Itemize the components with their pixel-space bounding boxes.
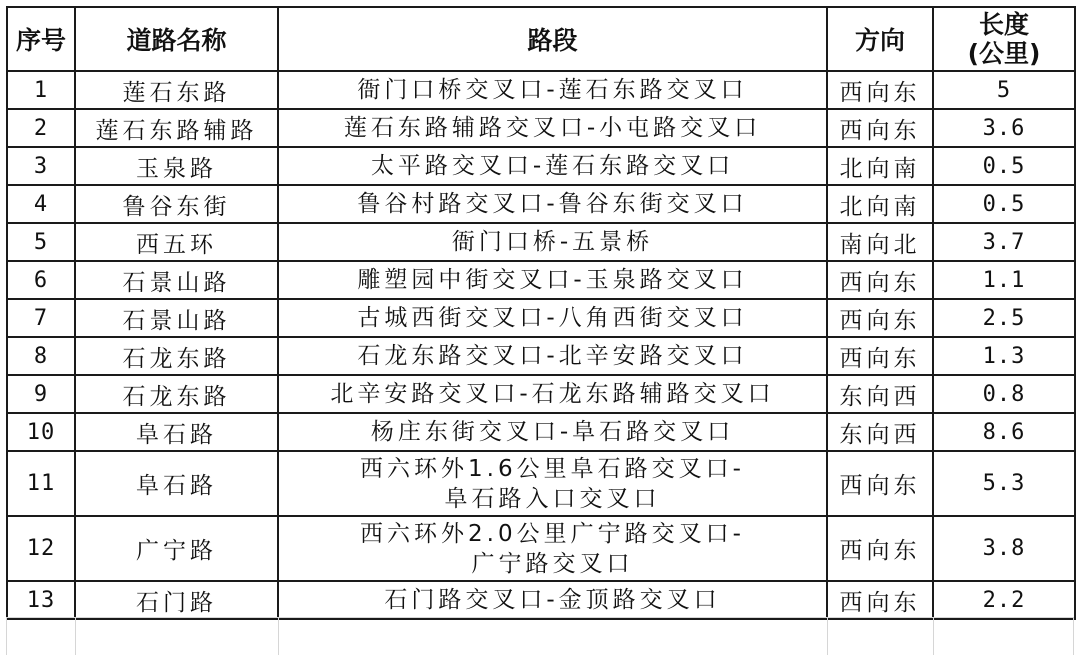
cell-road-name[interactable]: 石龙东路 xyxy=(75,337,278,375)
cell-section[interactable] xyxy=(278,109,827,147)
cell-section-line: 阜石路入口交叉口 xyxy=(444,485,661,512)
cell-direction[interactable]: 北向南 xyxy=(827,185,933,223)
gridline xyxy=(827,617,828,655)
table-row xyxy=(7,581,1075,619)
empty-spreadsheet-row[interactable] xyxy=(6,617,1074,655)
cell-section[interactable] xyxy=(278,223,827,261)
gridline xyxy=(6,617,7,655)
cell-section[interactable] xyxy=(278,581,827,619)
cell-direction[interactable]: 西向东 xyxy=(827,516,933,581)
table-row xyxy=(7,413,1075,451)
cell-direction[interactable]: 南向北 xyxy=(827,223,933,261)
cell-length[interactable]: 1.3 xyxy=(933,337,1075,375)
cell-length[interactable]: 2.5 xyxy=(933,299,1075,337)
cell-length[interactable]: 2.2 xyxy=(933,581,1075,619)
cell-section-line: 衙门口桥交叉口-莲石东路交叉口 xyxy=(357,77,748,103)
cell-length[interactable]: 0.8 xyxy=(933,375,1075,413)
gridline xyxy=(278,617,279,655)
cell-length[interactable]: 1.1 xyxy=(933,261,1075,299)
table-body xyxy=(7,71,1075,619)
cell-section-line: 广宁路交叉口 xyxy=(471,550,634,577)
cell-section[interactable] xyxy=(278,337,827,375)
cell-length[interactable]: 3.8 xyxy=(933,516,1075,581)
cell-road-name[interactable]: 石门路 xyxy=(75,581,278,619)
cell-section-line: 古城西街交叉口-八角西街交叉口 xyxy=(357,305,748,331)
cell-seq[interactable]: 9 xyxy=(7,375,75,413)
cell-direction[interactable]: 西向东 xyxy=(827,261,933,299)
header-length-line1: 长度 xyxy=(978,10,1029,39)
header-row xyxy=(7,7,1075,71)
cell-section[interactable] xyxy=(278,299,827,337)
cell-direction[interactable]: 西向东 xyxy=(827,337,933,375)
cell-seq[interactable]: 4 xyxy=(7,185,75,223)
cell-direction[interactable]: 西向东 xyxy=(827,299,933,337)
cell-direction[interactable]: 西向东 xyxy=(827,109,933,147)
gridline xyxy=(75,617,76,655)
cell-seq[interactable]: 5 xyxy=(7,223,75,261)
cell-section[interactable] xyxy=(278,261,827,299)
cell-section-line: 西六环外2.0公里广宁路交叉口- xyxy=(360,520,745,547)
cell-length[interactable]: 3.7 xyxy=(933,223,1075,261)
table-row xyxy=(7,516,1075,581)
cell-section[interactable] xyxy=(278,147,827,185)
cell-section-line: 石龙东路交叉口-北辛安路交叉口 xyxy=(357,343,748,369)
cell-road-name[interactable]: 莲石东路辅路 xyxy=(75,109,278,147)
gridline xyxy=(1073,617,1074,655)
cell-road-name[interactable]: 石景山路 xyxy=(75,261,278,299)
cell-seq[interactable]: 10 xyxy=(7,413,75,451)
gridline xyxy=(933,617,934,655)
cell-section-line: 西六环外1.6公里阜石路交叉口- xyxy=(360,455,745,482)
cell-section[interactable] xyxy=(278,185,827,223)
gridline xyxy=(6,617,1074,618)
cell-length[interactable]: 0.5 xyxy=(933,147,1075,185)
cell-section-line: 太平路交叉口-莲石东路交叉口 xyxy=(370,153,735,179)
cell-road-name[interactable]: 西五环 xyxy=(75,223,278,261)
cell-direction[interactable]: 西向东 xyxy=(827,581,933,619)
cell-length[interactable]: 3.6 xyxy=(933,109,1075,147)
table-row xyxy=(7,261,1075,299)
cell-length[interactable]: 5.3 xyxy=(933,451,1075,516)
cell-section[interactable] xyxy=(278,375,827,413)
table-row xyxy=(7,299,1075,337)
cell-road-name[interactable]: 广宁路 xyxy=(75,516,278,581)
cell-road-name[interactable]: 阜石路 xyxy=(75,413,278,451)
cell-section[interactable] xyxy=(278,413,827,451)
cell-direction[interactable]: 西向东 xyxy=(827,451,933,516)
cell-section-line: 衙门口桥-五景桥 xyxy=(451,229,654,255)
cell-seq[interactable]: 11 xyxy=(7,451,75,516)
cell-direction[interactable]: 北向南 xyxy=(827,147,933,185)
cell-length[interactable]: 5 xyxy=(933,71,1075,109)
cell-road-name[interactable]: 阜石路 xyxy=(75,451,278,516)
header-section[interactable]: 路段 xyxy=(278,7,827,71)
cell-seq[interactable]: 6 xyxy=(7,261,75,299)
cell-length[interactable]: 0.5 xyxy=(933,185,1075,223)
road-section-table xyxy=(6,6,1076,620)
cell-road-name[interactable]: 石龙东路 xyxy=(75,375,278,413)
table-row xyxy=(7,337,1075,375)
cell-road-name[interactable]: 玉泉路 xyxy=(75,147,278,185)
cell-section-line: 莲石东路辅路交叉口-小屯路交叉口 xyxy=(343,115,762,141)
cell-length[interactable]: 8.6 xyxy=(933,413,1075,451)
cell-seq[interactable]: 1 xyxy=(7,71,75,109)
table-row xyxy=(7,223,1075,261)
cell-seq[interactable]: 3 xyxy=(7,147,75,185)
header-direction[interactable]: 方向 xyxy=(827,7,933,71)
cell-seq[interactable]: 13 xyxy=(7,581,75,619)
cell-road-name[interactable]: 莲石东路 xyxy=(75,71,278,109)
cell-seq[interactable]: 7 xyxy=(7,299,75,337)
table-row xyxy=(7,71,1075,109)
cell-section-line: 鲁谷村路交叉口-鲁谷东街交叉口 xyxy=(357,191,748,217)
header-seq[interactable]: 序号 xyxy=(7,7,75,71)
table-row xyxy=(7,375,1075,413)
cell-road-name[interactable]: 鲁谷东街 xyxy=(75,185,278,223)
cell-section[interactable] xyxy=(278,516,827,581)
cell-seq[interactable]: 12 xyxy=(7,516,75,581)
cell-direction[interactable]: 东向西 xyxy=(827,413,933,451)
cell-section-line: 杨庄东街交叉口-阜石路交叉口 xyxy=(370,419,735,445)
table-row xyxy=(7,185,1075,223)
table-row xyxy=(7,451,1075,516)
cell-seq[interactable]: 2 xyxy=(7,109,75,147)
header-length[interactable] xyxy=(933,7,1075,71)
header-road-name[interactable]: 道路名称 xyxy=(75,7,278,71)
cell-section-line: 石门路交叉口-金顶路交叉口 xyxy=(384,587,721,613)
cell-section[interactable] xyxy=(278,71,827,109)
cell-section-line: 北辛安路交叉口-石龙东路辅路交叉口 xyxy=(330,381,775,407)
header-length-line2: (公里) xyxy=(967,39,1041,68)
table-row xyxy=(7,147,1075,185)
cell-section-line: 雕塑园中街交叉口-玉泉路交叉口 xyxy=(357,267,748,293)
cell-direction[interactable]: 东向西 xyxy=(827,375,933,413)
cell-road-name[interactable]: 石景山路 xyxy=(75,299,278,337)
cell-section[interactable] xyxy=(278,451,827,516)
table-row xyxy=(7,109,1075,147)
cell-seq[interactable]: 8 xyxy=(7,337,75,375)
cell-direction[interactable]: 西向东 xyxy=(827,71,933,109)
